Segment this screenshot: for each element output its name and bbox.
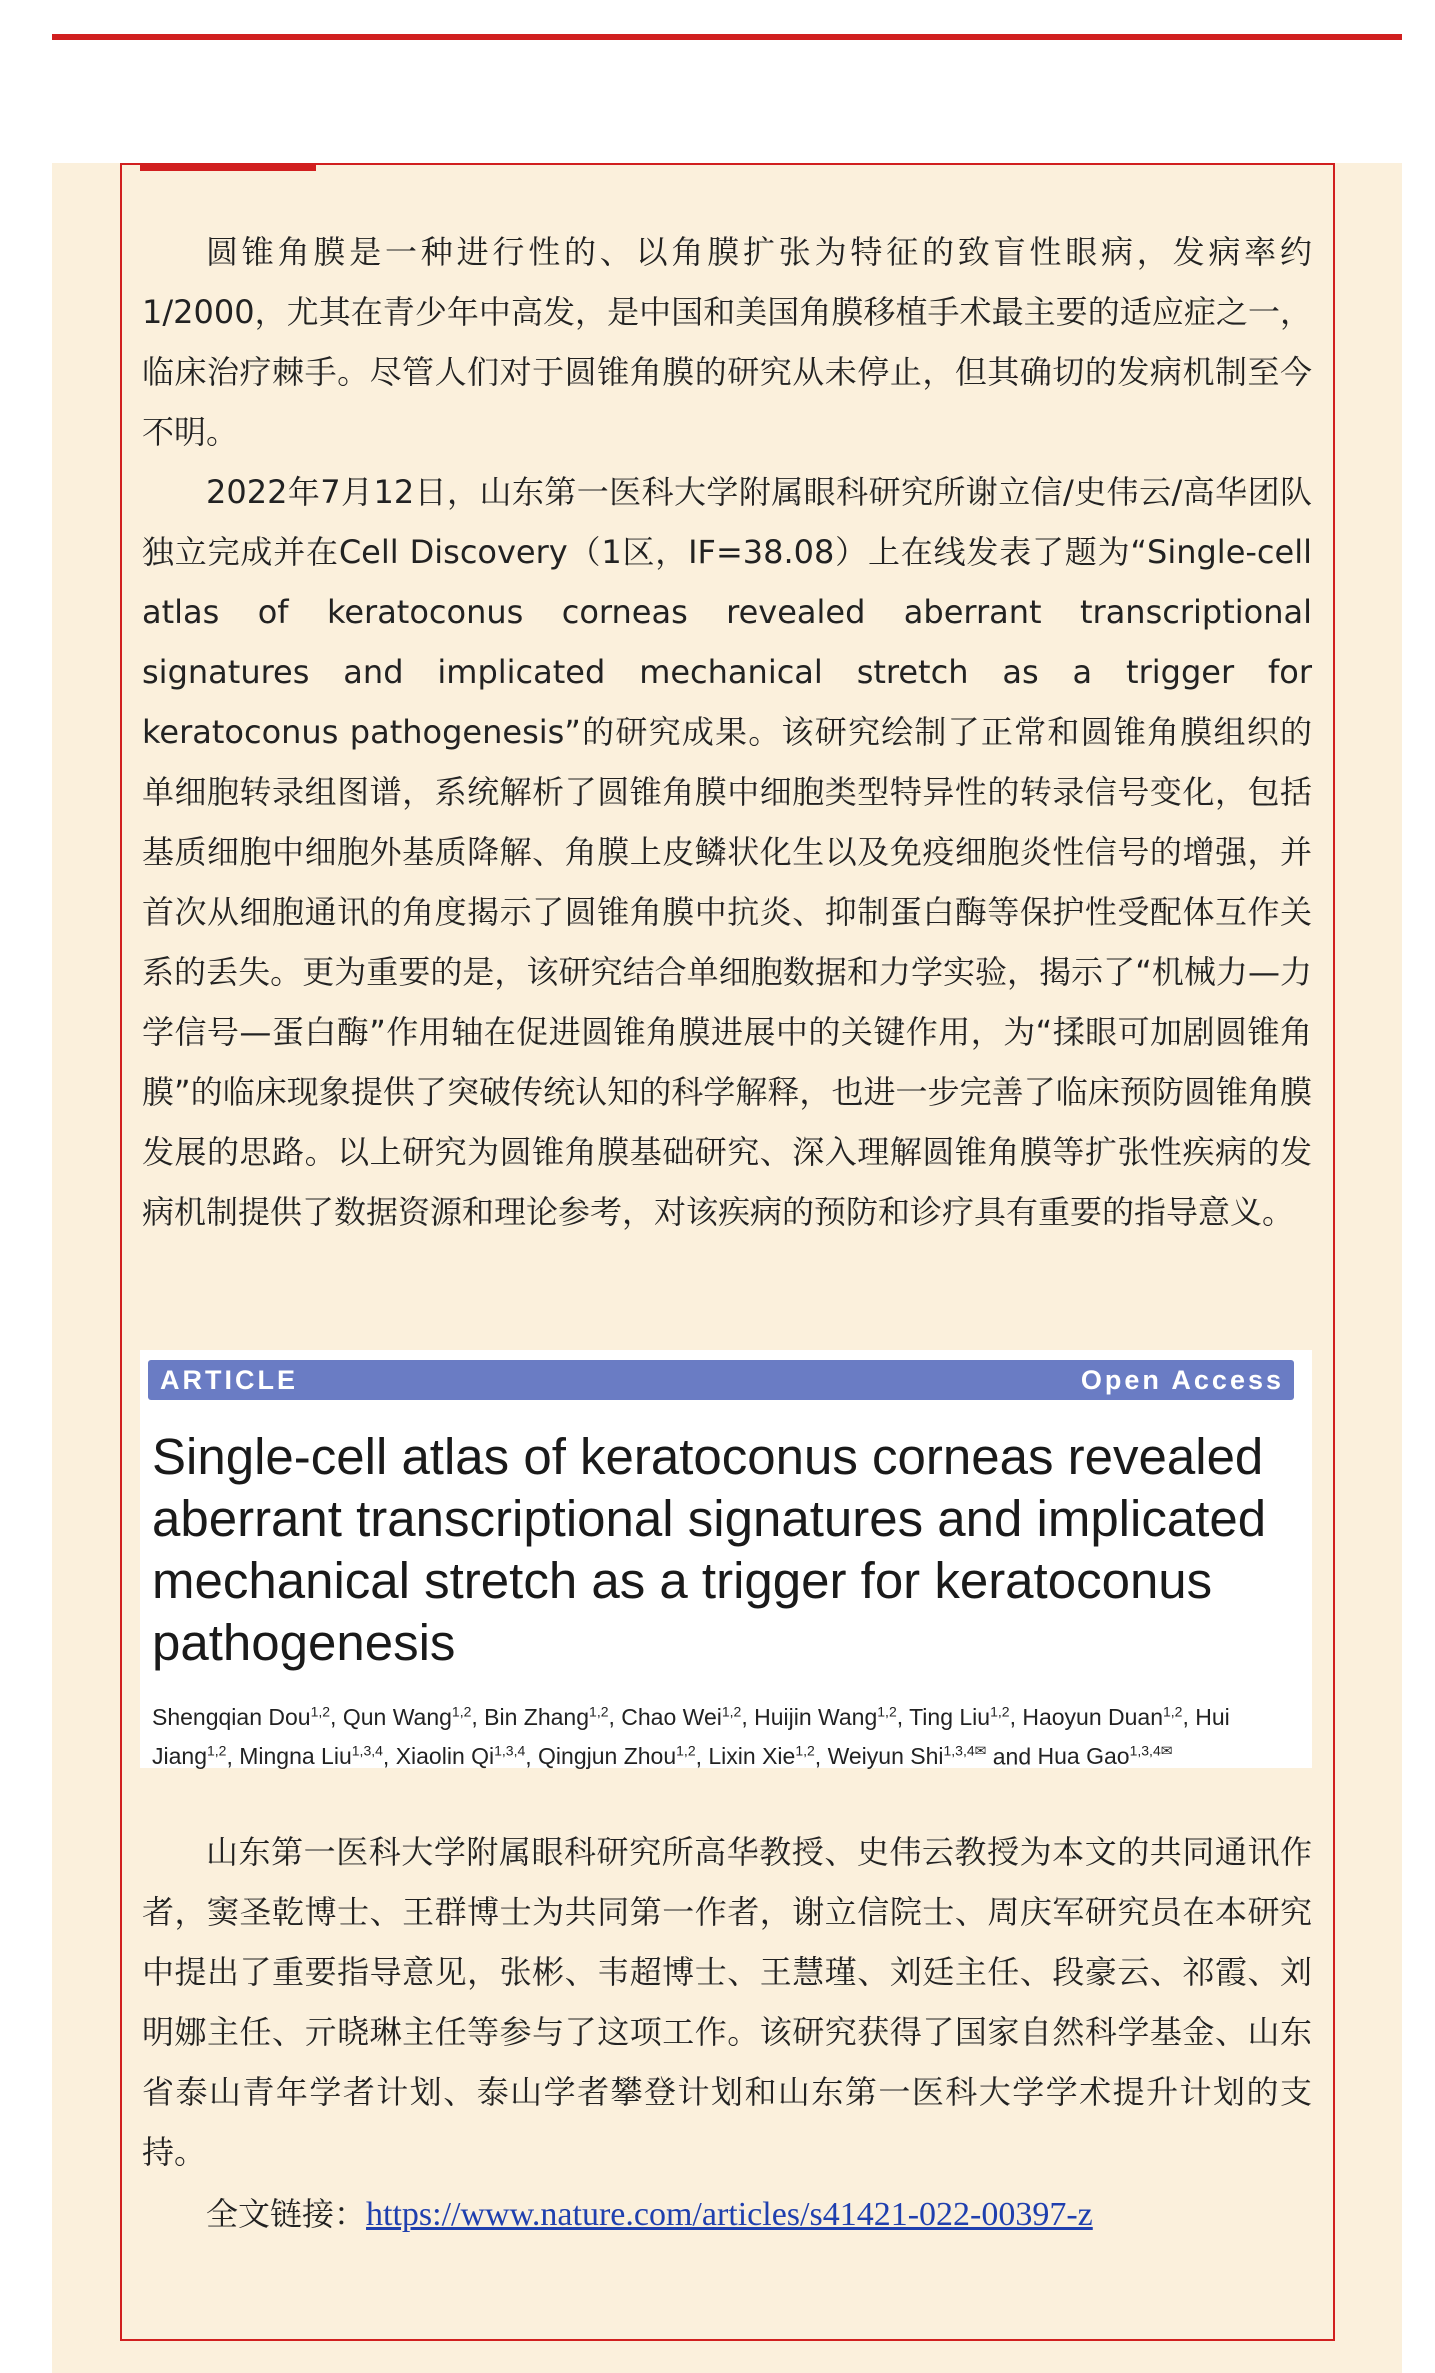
fulltext-link[interactable]: https://www.nature.com/articles/s41421-022-00397-z <box>366 2196 1093 2233</box>
article-type-label: ARTICLE <box>160 1365 298 1395</box>
author-affiliation: 1,2 <box>877 1703 897 1719</box>
publication-paragraph: 2022年7月12日，山东第一医科大学附属眼科研究所谢立信/史伟云/高华团队独立完成并在Cell Discovery（1区，IF=38.08）上在线发表了题为“Single-cell atlas of keratoconus corneas revealed aberrant transcriptional signatures and implicated mechanical stretch as a trigger for keratoconus pathogenesis”的研究成果。该研究绘制了正常和圆锥角膜组织的单细胞转录组图谱，系统解析了圆锥角膜中细胞类型特异性的转录信号变化，包括基质细胞中细胞外基质降解、角膜上皮鳞状化生以及免疫细胞炎性信号的增强，并首次从细胞通讯的角度揭示了圆锥角膜中抗炎、抑制蛋白酶等保护性受配体互作关系的丢失。更为重要的是，该研究结合单细胞数据和力学实验，揭示了“机械力—力学信号—蛋白酶”作用轴在促进圆锥角膜进展中的关键作用，为“揉眼可加剧圆锥角膜”的临床现象提供了突破传统认知的科学解释，也进一步完善了临床预防圆锥角膜发展的思路。以上研究为圆锥角膜基础研究、深入理解圆锥角膜等扩张性疾病的发病机制提供了数据资源和理论参考，对该疾病的预防和诊疗具有重要的指导意义。 <box>142 473 1312 1231</box>
author-affiliation: 1,3,4✉ <box>943 1742 987 1759</box>
author-affiliation: 1,2 <box>721 1703 742 1719</box>
author-name: Hui Jiang$^{1,2}$ <box>152 1703 1230 1770</box>
author-name: Qun Wang$^{1,2}$ <box>342 1703 472 1730</box>
article-banner <box>148 1360 1294 1400</box>
author-affiliation: 1,2 <box>589 1703 609 1719</box>
author-affiliation: 1,3,4✉ <box>1129 1742 1173 1759</box>
author-name: Huijin Wang$^{1,2}$ <box>754 1703 897 1730</box>
paper-header-figure <box>140 1350 1312 1768</box>
author-name: Chao Wei$^{1,2}$ <box>621 1703 742 1730</box>
author-affiliation: 1,2 <box>310 1703 331 1719</box>
author-name: Xiaolin Qi$^{1,3,4}$ <box>395 1742 526 1770</box>
author-name: Hua Gao$^{1,3,4✉}$ <box>1037 1742 1173 1770</box>
open-access-label: Open Access <box>1080 1365 1284 1395</box>
author-affiliation: 1,3,4 <box>351 1742 383 1759</box>
author-name: Ting Liu$^{1,2}$ <box>909 1703 1010 1730</box>
acknowledgement-paragraph: 山东第一医科大学附属眼科研究所高华教授、史伟云教授为本文的共同通讯作者，窦圣乾博士、王群博士为共同第一作者，谢立信院士、周庆军研究员在本研究中提出了重要指导意见，张彬、韦超博士、王慧瑾、刘廷主任、段豪云、祁霞、刘明娜主任、亓晓琳主任等参与了这项工作。该研究获得了国家自然科学基金、山东省泰山青年学者计划、泰山学者攀登计划和山东第一医科大学学术提升计划的支持。 <box>142 1833 1312 2171</box>
fulltext-link-label: 全文链接： <box>206 2195 367 2233</box>
author-affiliation: 1,2 <box>795 1742 815 1759</box>
author-name: Bin Zhang$^{1,2}$ <box>484 1703 609 1730</box>
author-conjunction: and <box>986 1743 1038 1770</box>
top-red-rule <box>52 34 1402 40</box>
author-list: Shengqian Dou$^{1,2}$, Qun Wang$^{1,2}$, Bin Zhang$^{1,2}$, Chao Wei$^{1,2}$, Huijin Wang$^{1,2}$, Ting Liu$^{1,2}$, Haoyun Duan$^{1,2}$, Hui Jiang$^{1,2}$, Mingna Liu$^{1,3,4}$, Xiaolin Qi$^{1,3,4}$, Qingjun Zhou$^{1,2}$, Lixin Xie$^{1,2}$, Weiyun Shi$^{1,3,4✉}$ and Hua Gao$^{1,3,4✉}$ <box>152 1703 1230 1770</box>
author-name: Mingna Liu$^{1,3,4}$ <box>239 1742 383 1770</box>
author-affiliation: 1,2 <box>676 1742 696 1759</box>
author-affiliation: 1,2 <box>990 1703 1010 1719</box>
author-name: Qingjun Zhou$^{1,2}$ <box>538 1742 696 1770</box>
author-name: Lixin Xie$^{1,2}$ <box>708 1742 815 1770</box>
author-affiliation: 1,2 <box>451 1703 472 1719</box>
author-affiliation: 1,2 <box>1163 1703 1183 1719</box>
author-name: Shengqian Dou$^{1,2}$ <box>152 1703 331 1730</box>
author-affiliation: 1,2 <box>206 1742 227 1759</box>
author-name: Haoyun Duan$^{1,2}$ <box>1022 1703 1183 1730</box>
author-name: Weiyun Shi$^{1,3,4✉}$ <box>827 1742 987 1770</box>
intro-paragraph: 圆锥角膜是一种进行性的、以角膜扩张为特征的致盲性眼病，发病率约1/2000，尤其在青少年中高发，是中国和美国角膜移植手术最主要的适应症之一，临床治疗棘手。尽管人们对于圆锥角膜的研究从未停止，但其确切的发病机制至今不明。 <box>142 233 1312 451</box>
frame-accent-bar <box>140 163 316 171</box>
fulltext-link-line <box>206 2184 1093 2245</box>
author-affiliation: 1,3,4 <box>494 1742 526 1759</box>
paper-title: Single-cell atlas of keratoconus corneas revealed aberrant transcriptional signatures and implicated mechanical stretch as a trigger for keratoconus pathogenesis <box>152 1428 1267 1671</box>
